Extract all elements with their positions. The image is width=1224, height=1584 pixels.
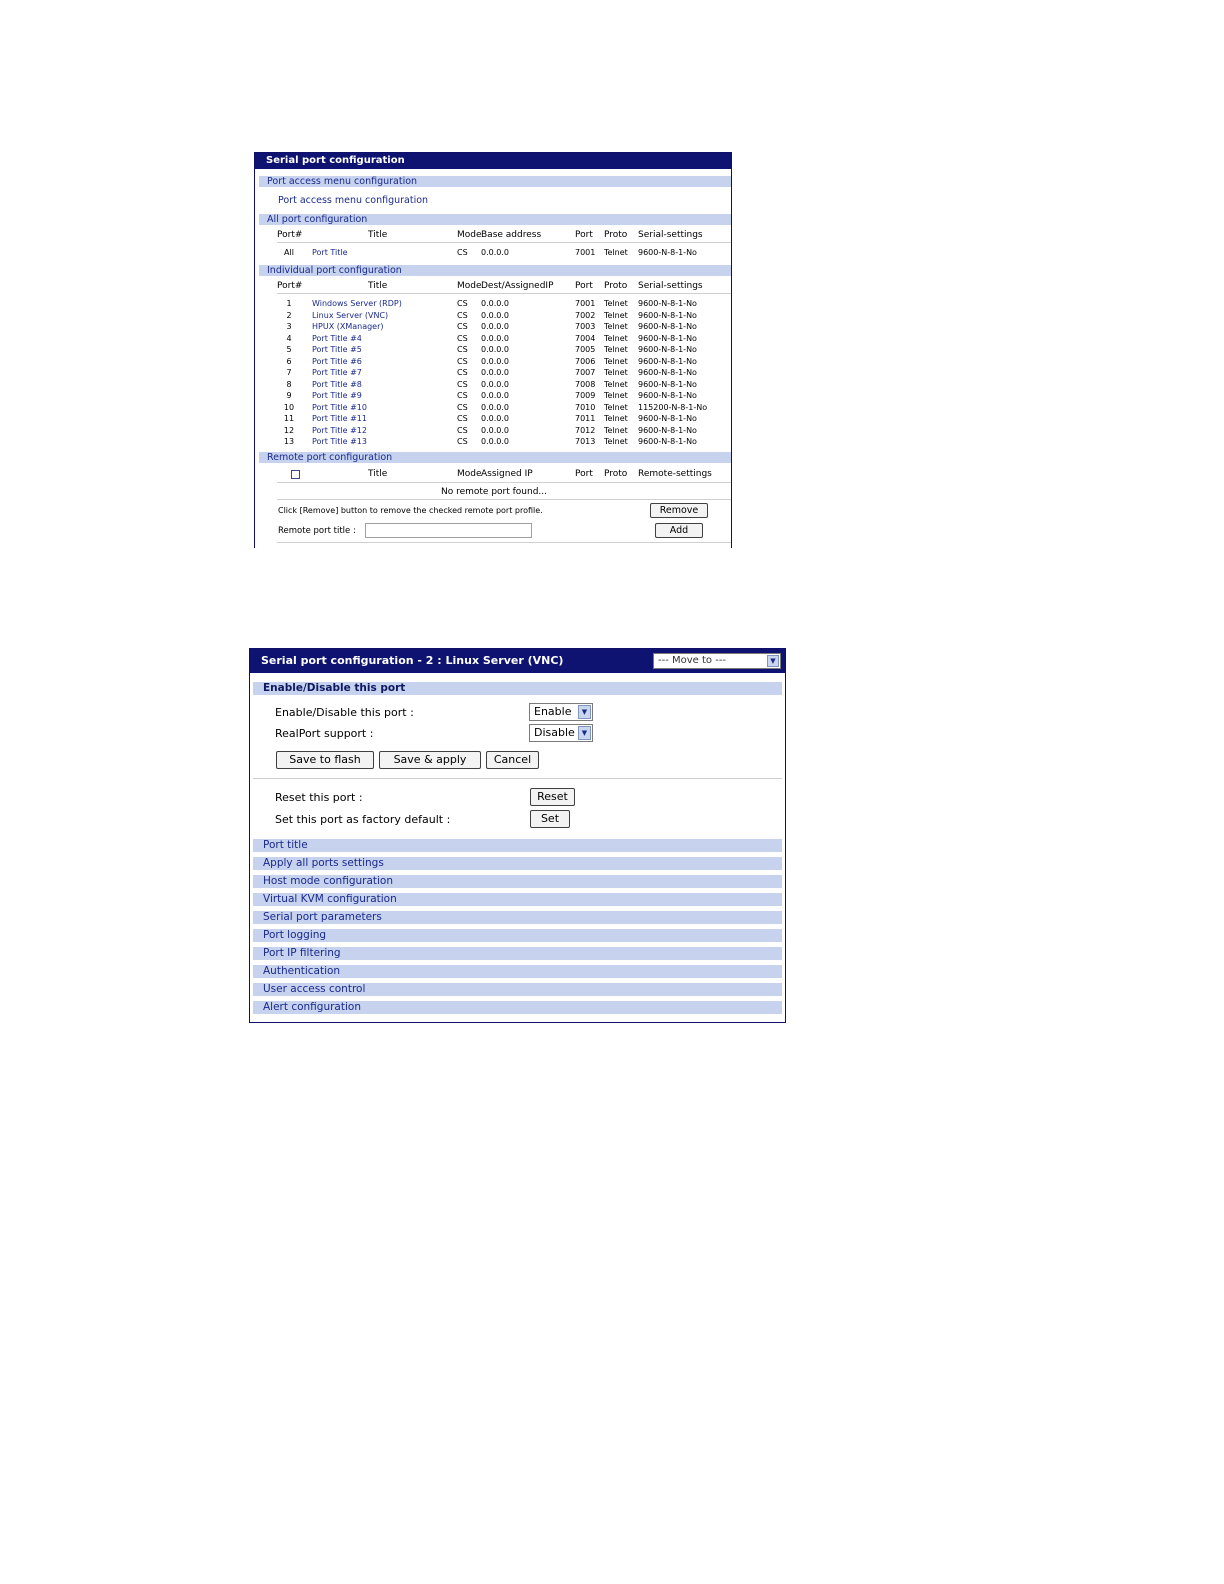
port-mode: CS (457, 356, 468, 366)
port-number: 2 (286, 310, 292, 320)
port-title-link[interactable]: Port Title #9 (312, 391, 362, 400)
chevron-down-icon: ▼ (578, 726, 591, 740)
port-address: 0.0.0.0 (481, 345, 509, 354)
port-title-link[interactable]: Port Title #12 (312, 425, 367, 435)
port-protocol: Telnet (604, 248, 628, 257)
port-mode: CS (457, 425, 468, 435)
port-serial-settings: 115200-N-8-1-No (638, 402, 708, 412)
realport-select[interactable] (529, 724, 593, 742)
port-mode: CS (457, 414, 468, 423)
port-tcp-number: 7010 (575, 402, 596, 412)
port-title-link[interactable]: HPUX (XManager) (312, 322, 384, 331)
port-number: 13 (283, 437, 295, 446)
move-to-select[interactable] (653, 653, 781, 669)
port-row (255, 333, 732, 344)
section-serial-port-parameters[interactable]: Serial port parameters (253, 911, 782, 924)
no-remote-message: No remote port found... (440, 487, 548, 497)
port-serial-settings: 9600-N-8-1-No (638, 391, 697, 400)
col-header-port-number: Port (575, 469, 593, 479)
port-mode: CS (457, 391, 468, 400)
enable-disable-value: Enable (534, 705, 572, 718)
port-mode: CS (457, 345, 468, 354)
port-serial-settings: 9600-N-8-1-No (638, 345, 697, 354)
port-address: 0.0.0.0 (481, 322, 509, 331)
port-number: 1 (286, 299, 292, 308)
port-number: 8 (286, 379, 292, 389)
realport-label: RealPort support : (275, 727, 374, 740)
section-all-port-config[interactable]: All port configuration (259, 214, 731, 225)
port-title-link[interactable]: Port Title #7 (312, 368, 362, 377)
divider (277, 293, 731, 294)
port-address: 0.0.0.0 (481, 248, 509, 257)
port-protocol: Telnet (604, 299, 628, 308)
port-mode: CS (457, 402, 468, 412)
port-address: 0.0.0.0 (481, 356, 509, 366)
col-header-proto: Proto (604, 469, 628, 479)
divider (277, 499, 731, 500)
section-user-access-control[interactable]: User access control (253, 983, 782, 996)
cancel-button[interactable]: Cancel (486, 751, 539, 769)
port-tcp-number: 7005 (575, 345, 596, 354)
port-number: 4 (286, 333, 292, 343)
port-serial-settings: 9600-N-8-1-No (638, 368, 697, 377)
port-protocol: Telnet (604, 391, 628, 400)
port-serial-settings: 9600-N-8-1-No (638, 310, 697, 320)
enable-disable-select[interactable] (529, 703, 593, 721)
port-number: 11 (283, 414, 295, 423)
port-title-link[interactable]: Port Title (312, 248, 348, 257)
section-host-mode-configuration[interactable]: Host mode configuration (253, 875, 782, 888)
port-mode: CS (457, 368, 468, 377)
port-title-link[interactable]: Port Title #6 (312, 356, 362, 366)
panel-title: Serial port configuration (255, 153, 731, 169)
section-apply-all-ports-settings[interactable]: Apply all ports settings (253, 857, 782, 870)
port-row (255, 344, 732, 355)
save-to-flash-button[interactable]: Save to flash (276, 751, 374, 769)
port-tcp-number: 7006 (575, 356, 596, 366)
set-factory-default-button[interactable]: Set (530, 810, 570, 828)
col-header-proto: Proto (604, 281, 628, 291)
port-number: 10 (283, 402, 295, 412)
port-row (255, 367, 732, 378)
port-title-link[interactable]: Windows Server (RDP) (312, 299, 402, 308)
port-protocol: Telnet (604, 322, 628, 331)
port-row (255, 413, 732, 424)
port-address: 0.0.0.0 (481, 333, 509, 343)
col-header-proto: Proto (604, 230, 628, 240)
port-row (255, 321, 732, 332)
port-tcp-number: 7011 (575, 414, 596, 423)
all-port-header-row (255, 230, 732, 241)
port-protocol: Telnet (604, 379, 628, 389)
col-header-port-number: Port (575, 281, 593, 291)
remove-hint: Click [Remove] button to remove the checked remote port profile. (278, 506, 543, 515)
section-individual-port-config[interactable]: Individual port configuration (259, 265, 731, 276)
col-header-dest-ip: Dest/AssignedIP (481, 281, 554, 291)
move-to-value: --- Move to --- (658, 655, 727, 666)
port-number: 6 (286, 356, 292, 366)
port-serial-settings: 9600-N-8-1-No (638, 356, 697, 366)
port-protocol: Telnet (604, 414, 628, 423)
col-header-serial: Serial-settings (638, 230, 703, 240)
section-port-ip-filtering[interactable]: Port IP filtering (253, 947, 782, 960)
enable-disable-label: Enable/Disable this port : (275, 706, 414, 719)
section-port-access-menu[interactable]: Port access menu configuration (259, 176, 731, 187)
port-tcp-number: 7008 (575, 379, 596, 389)
add-button[interactable]: Add (655, 523, 703, 538)
col-header-mode: Mode (457, 281, 482, 291)
port-number: 9 (286, 391, 292, 400)
port-title-link[interactable]: Port Title #5 (312, 345, 362, 354)
port-tcp-number: 7012 (575, 425, 596, 435)
port-mode: CS (457, 310, 468, 320)
port-mode: CS (457, 248, 468, 257)
port-row (255, 425, 732, 436)
factory-default-label: Set this port as factory default : (275, 813, 451, 826)
section-remote-port-config[interactable]: Remote port configuration (259, 452, 731, 463)
col-header-assigned-ip: Assigned IP (481, 469, 533, 479)
port-mode: CS (457, 379, 468, 389)
section-authentication[interactable]: Authentication (253, 965, 782, 978)
col-header-address: Base address (481, 230, 542, 240)
port-number: 3 (286, 322, 292, 331)
port-title-link[interactable]: Port Title #8 (312, 379, 362, 389)
port-tcp-number: 7003 (575, 322, 596, 331)
port-protocol: Telnet (604, 368, 628, 377)
port-address: 0.0.0.0 (481, 425, 509, 435)
port-address: 0.0.0.0 (481, 310, 509, 320)
port-protocol: Telnet (604, 333, 628, 343)
port-mode: CS (457, 333, 468, 343)
remote-port-title-label: Remote port title : (278, 526, 356, 536)
port-tcp-number: 7004 (575, 333, 596, 343)
individual-port-header-row (255, 281, 732, 292)
save-and-apply-button[interactable]: Save & apply (379, 751, 481, 769)
port-serial-settings: 9600-N-8-1-No (638, 299, 697, 308)
port-number: All (284, 248, 294, 257)
port-detail-panel (249, 648, 786, 1023)
port-protocol: Telnet (604, 402, 628, 412)
port-address: 0.0.0.0 (481, 414, 509, 423)
col-header-port: Port# (277, 230, 303, 240)
port-mode: CS (457, 437, 468, 446)
port-title-link[interactable]: Port Title #13 (312, 437, 367, 446)
port-serial-settings: 9600-N-8-1-No (638, 248, 697, 257)
port-serial-settings: 9600-N-8-1-No (638, 425, 697, 435)
col-header-title: Title (368, 281, 388, 291)
port-title-link[interactable]: Port Title #11 (312, 414, 367, 423)
port-address: 0.0.0.0 (481, 379, 509, 389)
col-header-port: Port# (277, 281, 303, 291)
remove-button[interactable]: Remove (650, 503, 708, 518)
port-tcp-number: 7001 (575, 299, 596, 308)
all-port-row (255, 247, 732, 258)
port-tcp-number: 7013 (575, 437, 596, 446)
port-serial-settings: 9600-N-8-1-No (638, 414, 697, 423)
port-tcp-number: 7009 (575, 391, 596, 400)
port-title-link[interactable]: Port Title #4 (312, 333, 362, 343)
divider (253, 778, 782, 779)
col-header-serial: Serial-settings (638, 281, 703, 291)
port-title-link[interactable]: Port Title #10 (312, 402, 367, 412)
port-number: 7 (286, 368, 292, 377)
col-header-remote-settings: Remote-settings (638, 469, 712, 479)
port-mode: CS (457, 299, 468, 308)
section-port-title[interactable]: Port title (253, 839, 782, 852)
port-row (255, 402, 732, 413)
port-row (255, 436, 732, 447)
port-row (255, 379, 732, 390)
port-serial-settings: 9600-N-8-1-No (638, 437, 697, 446)
divider (277, 542, 731, 543)
port-serial-settings: 9600-N-8-1-No (638, 322, 697, 331)
port-access-menu-link[interactable]: Port access menu configuration (278, 195, 429, 206)
port-serial-settings: 9600-N-8-1-No (638, 379, 697, 389)
col-header-mode: Mode (457, 469, 482, 479)
section-enable-disable[interactable]: Enable/Disable this port (253, 682, 782, 695)
divider (277, 482, 731, 483)
reset-port-button[interactable]: Reset (530, 788, 575, 806)
chevron-down-icon: ▼ (767, 655, 779, 667)
port-address: 0.0.0.0 (481, 437, 509, 446)
port-tcp-number: 7001 (575, 248, 596, 257)
section-port-logging[interactable]: Port logging (253, 929, 782, 942)
select-all-checkbox[interactable] (291, 470, 300, 479)
port-row (255, 310, 732, 321)
port-address: 0.0.0.0 (481, 368, 509, 377)
port-number: 12 (283, 425, 295, 435)
col-header-title: Title (368, 469, 388, 479)
port-serial-settings: 9600-N-8-1-No (638, 333, 697, 343)
port-address: 0.0.0.0 (481, 391, 509, 400)
port-tcp-number: 7007 (575, 368, 596, 377)
divider (277, 242, 731, 243)
realport-value: Disable (534, 726, 575, 739)
port-row (255, 390, 732, 401)
port-row (255, 298, 732, 309)
port-tcp-number: 7002 (575, 310, 596, 320)
port-protocol: Telnet (604, 356, 628, 366)
port-mode: CS (457, 322, 468, 331)
port-protocol: Telnet (604, 425, 628, 435)
panel-title: Serial port configuration - 2 : Linux Server (VNC) (250, 649, 785, 673)
port-number: 5 (286, 345, 292, 354)
port-protocol: Telnet (604, 345, 628, 354)
col-header-mode: Mode (457, 230, 482, 240)
serial-port-config-panel (254, 152, 732, 548)
remote-port-title-input[interactable] (365, 523, 532, 538)
reset-port-label: Reset this port : (275, 791, 363, 804)
section-alert-configuration[interactable]: Alert configuration (253, 1001, 782, 1014)
col-header-port-number: Port (575, 230, 593, 240)
section-virtual-kvm-configuration[interactable]: Virtual KVM configuration (253, 893, 782, 906)
chevron-down-icon: ▼ (578, 705, 591, 719)
port-protocol: Telnet (604, 437, 628, 446)
port-protocol: Telnet (604, 310, 628, 320)
port-address: 0.0.0.0 (481, 299, 509, 308)
col-header-title: Title (368, 230, 388, 240)
remote-port-header-row (255, 469, 732, 480)
port-address: 0.0.0.0 (481, 402, 509, 412)
port-row (255, 356, 732, 367)
port-title-link[interactable]: Linux Server (VNC) (312, 310, 389, 320)
